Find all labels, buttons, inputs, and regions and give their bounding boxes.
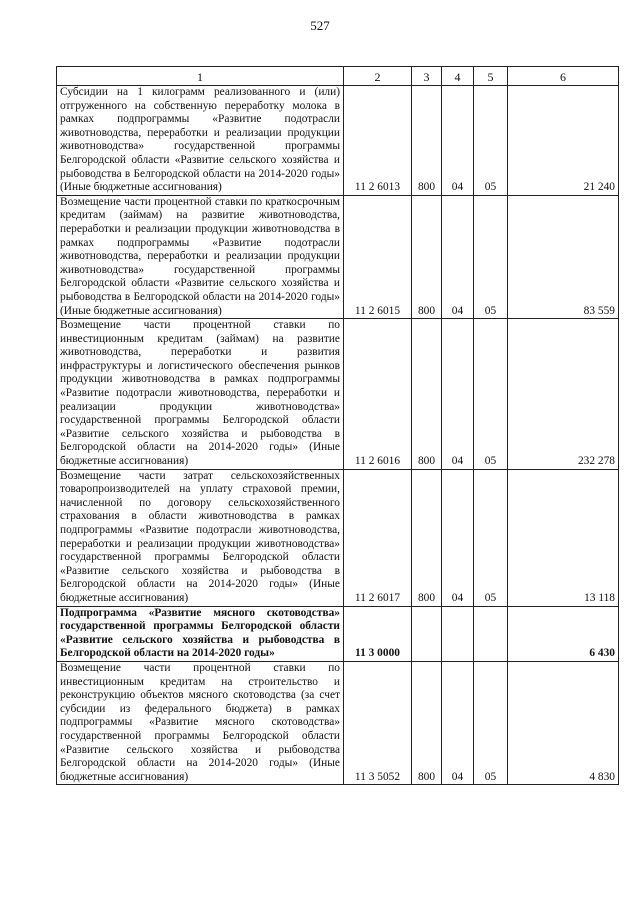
row-target-code: 11 3 5052 — [344, 661, 412, 784]
row-description: Возмещение части процентной ставки по краткосрочным кредитам (займам) на развитие животноводства, переработки и реализации продукции животноводства в рамках подпрограммы «Развитие подотрасли животноводства, переработки и реализации продукции животноводства» государственной программы Белгородской области «Развитие сельского хозяйства и рыбоводства в Белгородской области на 2014-2020 годы» (Иные бюджетные ассигнования) — [57, 195, 344, 318]
row-target-code: 11 2 6015 — [344, 195, 412, 318]
row-amount: 4 830 — [508, 661, 619, 784]
table-row-subprogram — [57, 606, 619, 661]
header-col-2: 2 — [344, 67, 412, 86]
row-section: 04 — [442, 86, 474, 196]
row-amount: 6 430 — [508, 606, 619, 661]
table-row — [57, 195, 619, 318]
header-col-6: 6 — [508, 67, 619, 86]
row-section — [442, 606, 474, 661]
table-row — [57, 661, 619, 784]
row-amount: 21 240 — [508, 86, 619, 196]
row-section: 04 — [442, 319, 474, 470]
budget-table — [56, 66, 619, 785]
row-expense-type — [412, 606, 442, 661]
row-section: 04 — [442, 469, 474, 606]
row-target-code: 11 2 6013 — [344, 86, 412, 196]
row-subsection: 05 — [474, 661, 508, 784]
row-target-code: 11 2 6016 — [344, 319, 412, 470]
row-expense-type: 800 — [412, 469, 442, 606]
row-subsection — [474, 606, 508, 661]
header-col-1: 1 — [57, 67, 344, 86]
row-expense-type: 800 — [412, 86, 442, 196]
row-description: Возмещение части процентной ставки по инвестиционным кредитам (займам) на развитие животноводства, переработки и развития инфраструктуры и логистического обеспечения рынков продукции животноводства в рамках подпрограммы «Развитие подотрасли животноводства, переработки и реализации продукции животноводства» государственной программы Белгородской области «Развитие сельского хозяйства и рыбоводства в Белгородской области на 2014-2020 годы» (Иные бюджетные ассигнования) — [57, 319, 344, 470]
row-subsection: 05 — [474, 469, 508, 606]
row-amount: 13 118 — [508, 469, 619, 606]
row-amount: 83 559 — [508, 195, 619, 318]
row-subsection: 05 — [474, 319, 508, 470]
row-description: Возмещение части затрат сельскохозяйственных товаропроизводителей на уплату страховой премии, начисленной по договору сельскохозяйственного страхования в области животноводства в рамках подпрограммы «Развитие подотрасли животноводства, переработки и реализации продукции животноводства» государственной программы Белгородской области «Развитие сельского хозяйства и рыбоводства в Белгородской области на 2014-2020 годы» (Иные бюджетные ассигнования) — [57, 469, 344, 606]
header-col-5: 5 — [474, 67, 508, 86]
row-expense-type: 800 — [412, 319, 442, 470]
row-target-code: 11 2 6017 — [344, 469, 412, 606]
row-description: Подпрограмма «Развитие мясного скотоводства» государственной программы Белгородской области «Развитие сельского хозяйства и рыбоводства в Белгородской области на 2014-2020 годы» — [57, 606, 344, 661]
row-target-code: 11 3 0000 — [344, 606, 412, 661]
row-expense-type: 800 — [412, 195, 442, 318]
row-description: Субсидии на 1 килограмм реализованного и (или) отгруженного на собственную переработку молока в рамках подпрограммы «Развитие подотрасли животноводства, переработки и реализации продукции животноводства» государственной программы Белгородской области «Развитие сельского хозяйства и рыбоводства в Белгородской области на 2014-2020 годы» (Иные бюджетные ассигнования) — [57, 86, 344, 196]
table-row — [57, 319, 619, 470]
row-amount: 232 278 — [508, 319, 619, 470]
row-subsection: 05 — [474, 195, 508, 318]
table-row — [57, 469, 619, 606]
row-expense-type: 800 — [412, 661, 442, 784]
header-col-4: 4 — [442, 67, 474, 86]
page-number: 527 — [310, 18, 330, 33]
table-row — [57, 86, 619, 196]
row-description: Возмещение части процентной ставки по инвестиционным кредитам на строительство и реконструкцию объектов мясного скотоводства (за счет субсидии из федерального бюджета) в рамках подпрограммы «Развитие мясного скотоводства» государственной программы Белгородской области «Развитие сельского хозяйства и рыбоводства Белгородской области на 2014-2020 годы» (Иные бюджетные ассигнования) — [57, 661, 344, 784]
row-section: 04 — [442, 195, 474, 318]
header-col-3: 3 — [412, 67, 442, 86]
row-section: 04 — [442, 661, 474, 784]
table-header-row — [57, 67, 619, 86]
row-subsection: 05 — [474, 86, 508, 196]
